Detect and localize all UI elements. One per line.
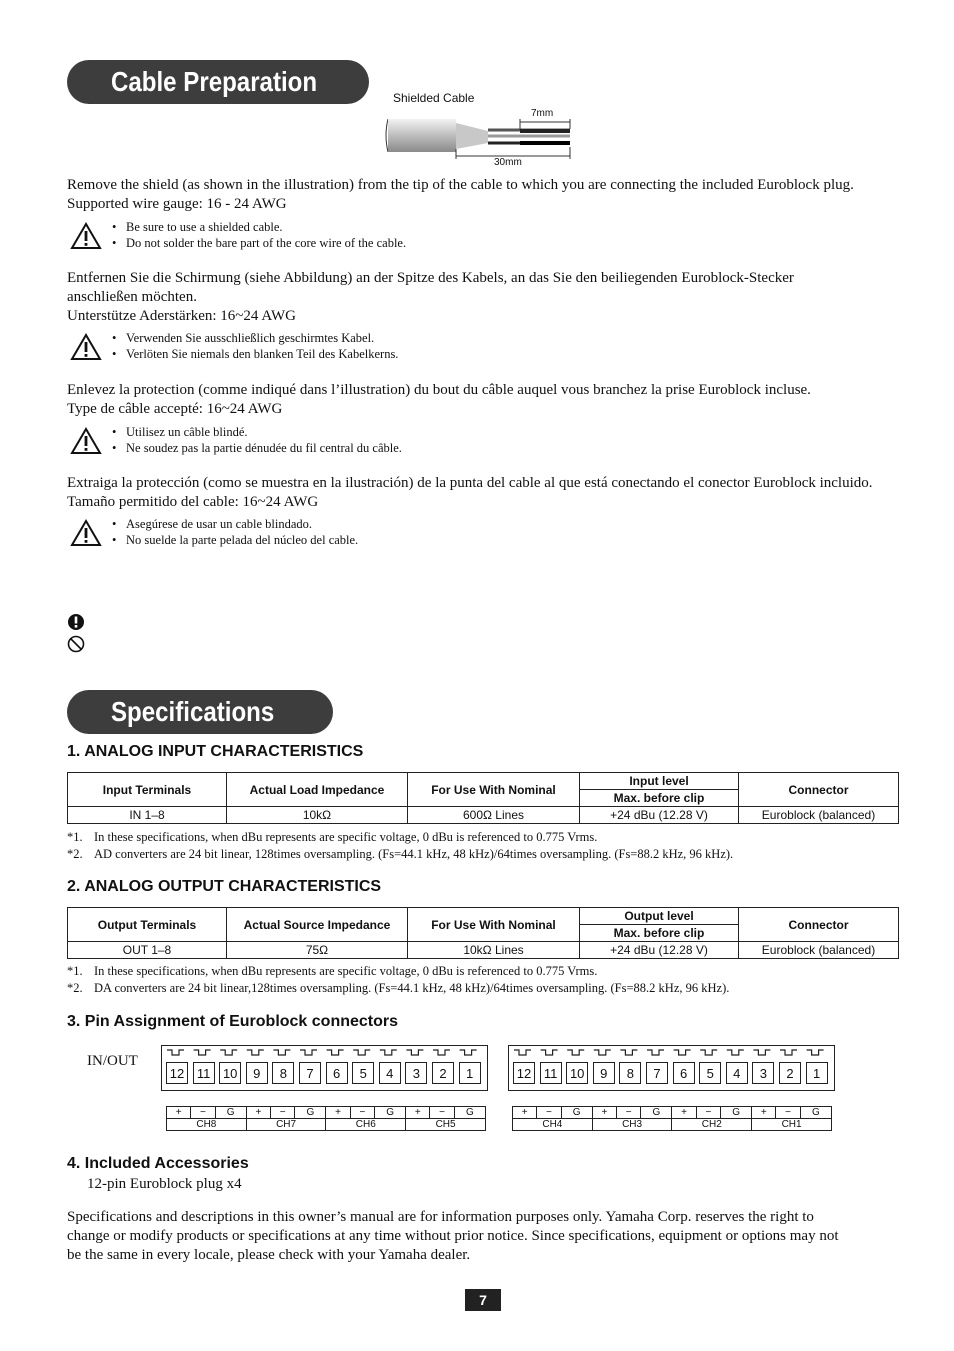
disclaimer-line-2: change or modify products or specifications at any time without prior notice. Since specifications, equipment or options may not xyxy=(67,1228,839,1244)
polarity-cell: G xyxy=(561,1107,592,1119)
screw-slot xyxy=(647,1050,664,1055)
mandatory-icon xyxy=(67,613,85,631)
screw-slot xyxy=(194,1050,211,1055)
input-notes xyxy=(67,829,733,863)
fr-bullets xyxy=(112,424,402,456)
cell-nominal: 10kΩ Lines xyxy=(408,942,580,959)
pin-number: 7 xyxy=(646,1062,668,1084)
disclaimer-line-3: be the same in every locale, please check with your Yamaha dealer. xyxy=(67,1247,471,1263)
analog-output-table xyxy=(67,907,899,959)
screw-slot xyxy=(727,1050,744,1055)
pin-number: 9 xyxy=(246,1062,268,1084)
pin-number: 2 xyxy=(779,1062,801,1084)
polarity-cell: − xyxy=(776,1107,800,1119)
col-source-impedance: Actual Source Impedance xyxy=(227,908,408,942)
pin-number: 10 xyxy=(566,1062,588,1084)
en-bullet-1: • Be sure to use a shielded cable. xyxy=(112,219,406,235)
pin-number: 9 xyxy=(593,1062,615,1084)
cell-level: +24 dBu (12.28 V) xyxy=(580,807,739,824)
col-output-terminals: Output Terminals xyxy=(68,908,227,942)
screw-slot xyxy=(514,1050,531,1055)
note-marker: *2. xyxy=(67,847,83,861)
col-connector: Connector xyxy=(739,773,899,807)
warning-icon xyxy=(70,333,102,361)
fr-text: Enlevez la protection (comme indiqué dans l’illustration) du bout du câble auquel vous branchez la prise Euroblock incluse. xyxy=(67,382,811,398)
screw-slot xyxy=(380,1050,397,1055)
es-text: Extraiga la protección (como se muestra en la ilustración) de la punta del cable al que está conectando el conector Euroblock incluido. xyxy=(67,475,873,491)
polarity-cell: − xyxy=(430,1107,454,1119)
screw-slot xyxy=(247,1050,264,1055)
polarity-cell: G xyxy=(454,1107,485,1119)
pin-number: 11 xyxy=(540,1062,562,1084)
en-bullets xyxy=(112,219,406,251)
accessories-heading: 4. Included Accessories xyxy=(67,1155,249,1172)
polarity-cell: G xyxy=(721,1107,752,1119)
polarity-cell: − xyxy=(191,1107,215,1119)
col-nominal: For Use With Nominal xyxy=(408,773,580,807)
channel-label: CH7 xyxy=(246,1119,326,1131)
pin-number: 6 xyxy=(673,1062,695,1084)
screw-slot xyxy=(167,1050,184,1055)
polarity-cell: G xyxy=(641,1107,672,1119)
screw-slot xyxy=(273,1050,290,1055)
pin-number: 10 xyxy=(219,1062,241,1084)
es-bullet-1: • Asegúrese de usar un cable blindado. xyxy=(112,516,358,532)
output-heading: 2. ANALOG OUTPUT CHARACTERISTICS xyxy=(67,878,382,895)
col-output-level: Output level xyxy=(580,908,739,925)
fr-instructions xyxy=(67,381,907,419)
es-bullet-2: • No suelde la parte pelada del núcleo del cable. xyxy=(112,532,358,548)
polarity-cell: G xyxy=(800,1107,831,1119)
en-text: Remove the shield (as shown in the illustration) from the tip of the cable to which you are connecting the included Euroblock plug. xyxy=(67,177,854,193)
pin-number: 2 xyxy=(432,1062,454,1084)
pin-number: 12 xyxy=(513,1062,535,1084)
en-bullet-2: • Do not solder the bare part of the core wire of the cable. xyxy=(112,235,406,251)
screw-slot xyxy=(327,1050,344,1055)
pin-number: 1 xyxy=(459,1062,481,1084)
page-number: 7 xyxy=(465,1289,501,1311)
pin-number: 3 xyxy=(405,1062,427,1084)
screw-slot xyxy=(620,1050,637,1055)
table-row xyxy=(68,807,899,824)
polarity-table-left xyxy=(166,1106,486,1131)
polarity-cell: + xyxy=(326,1107,350,1119)
pin-number: 4 xyxy=(379,1062,401,1084)
en-instructions xyxy=(67,176,907,214)
warning-icon xyxy=(70,222,102,250)
specifications-title: Specifications xyxy=(67,690,333,734)
terminal-screws xyxy=(509,1047,834,1061)
terminal-screws xyxy=(162,1047,487,1061)
screw-slot xyxy=(700,1050,717,1055)
pin-number: 3 xyxy=(752,1062,774,1084)
screw-slot xyxy=(460,1050,477,1055)
es-bullets xyxy=(112,516,358,548)
de-text-2: anschließen möchten. xyxy=(67,289,197,305)
col-connector: Connector xyxy=(739,908,899,942)
polarity-cell: + xyxy=(592,1107,616,1119)
cell-impedance: 10kΩ xyxy=(227,807,408,824)
es-gauge: Tamaño permitido del cable: 16~24 AWG xyxy=(67,494,319,510)
screw-slot xyxy=(220,1050,237,1055)
note-marker: *2. xyxy=(67,981,83,995)
fr-gauge: Type de câble accepté: 16~24 AWG xyxy=(67,401,283,417)
warning-icon xyxy=(70,519,102,547)
pin-number: 11 xyxy=(193,1062,215,1084)
cell-level: +24 dBu (12.28 V) xyxy=(580,942,739,959)
cell-connector: Euroblock (balanced) xyxy=(739,942,899,959)
dim-30mm: 30mm xyxy=(494,157,522,168)
pin-number: 6 xyxy=(326,1062,348,1084)
channel-label: CH6 xyxy=(326,1119,406,1131)
note-text: DA converters are 24 bit linear,128times oversampling. (Fs=44.1 kHz, 48 kHz)/64times oversampling. (Fs=88.2 kHz, 96 kHz). xyxy=(94,981,730,995)
col-max-before-clip: Max. before clip xyxy=(580,790,739,807)
de-bullet-1: • Verwenden Sie ausschließlich geschirmtes Kabel. xyxy=(112,330,398,346)
prohibited-icon xyxy=(67,635,85,653)
polarity-cell: + xyxy=(246,1107,270,1119)
col-input-terminals: Input Terminals xyxy=(68,773,227,807)
col-nominal: For Use With Nominal xyxy=(408,908,580,942)
table-row xyxy=(68,942,899,959)
polarity-table-right xyxy=(512,1106,832,1131)
polarity-cell: + xyxy=(513,1107,537,1119)
diagram-label: Shielded Cable xyxy=(393,91,475,105)
disclaimer xyxy=(67,1208,907,1265)
note-text: In these specifications, when dBu represents are specific voltage, 0 dBu is referenced to 0.775 Vrms. xyxy=(94,964,598,978)
pin-heading: 3. Pin Assignment of Euroblock connectors xyxy=(67,1013,399,1030)
screw-slot xyxy=(780,1050,797,1055)
polarity-cell: − xyxy=(537,1107,561,1119)
screw-slot xyxy=(567,1050,584,1055)
en-gauge: Supported wire gauge: 16 - 24 AWG xyxy=(67,196,287,212)
cell-connector: Euroblock (balanced) xyxy=(739,807,899,824)
screw-slot xyxy=(433,1050,450,1055)
cell-nominal: 600Ω Lines xyxy=(408,807,580,824)
channel-label: CH8 xyxy=(167,1119,247,1131)
channel-label: CH1 xyxy=(752,1119,832,1131)
analog-input-table xyxy=(67,772,899,824)
output-notes xyxy=(67,963,729,997)
col-max-before-clip: Max. before clip xyxy=(580,925,739,942)
fr-bullet-2: • Ne soudez pas la partie dénudée du fil central du câble. xyxy=(112,440,402,456)
screw-slot xyxy=(753,1050,770,1055)
fr-bullet-1: • Utilisez un câble blindé. xyxy=(112,424,402,440)
screw-slot xyxy=(300,1050,317,1055)
pin-number: 5 xyxy=(699,1062,721,1084)
polarity-cell: − xyxy=(350,1107,374,1119)
polarity-cell: − xyxy=(617,1107,641,1119)
note-marker: *1. xyxy=(67,830,83,844)
pin-number: 8 xyxy=(619,1062,641,1084)
cell-impedance: 75Ω xyxy=(227,942,408,959)
polarity-cell: + xyxy=(672,1107,696,1119)
channel-label: CH3 xyxy=(592,1119,672,1131)
pin-number: 8 xyxy=(272,1062,294,1084)
euroblock-connector-left xyxy=(161,1045,488,1091)
polarity-cell: + xyxy=(752,1107,776,1119)
channel-label: CH5 xyxy=(406,1119,486,1131)
pin-number: 5 xyxy=(352,1062,374,1084)
polarity-cell: − xyxy=(271,1107,295,1119)
screw-slot xyxy=(353,1050,370,1055)
disclaimer-line-1: Specifications and descriptions in this owner’s manual are for information purposes only. Yamaha Corp. reserves the right to xyxy=(67,1209,814,1225)
screw-slot xyxy=(674,1050,691,1055)
de-instructions xyxy=(67,269,907,326)
accessory-item: 12-pin Euroblock plug x4 xyxy=(87,1176,242,1192)
polarity-cell: + xyxy=(406,1107,430,1119)
channel-label: CH4 xyxy=(513,1119,593,1131)
polarity-cell: − xyxy=(696,1107,720,1119)
euroblock-connector-right xyxy=(508,1045,835,1091)
es-instructions xyxy=(67,474,907,512)
de-bullets xyxy=(112,330,398,362)
pin-number: 12 xyxy=(166,1062,188,1084)
de-text-1: Entfernen Sie die Schirmung (siehe Abbildung) an der Spitze des Kabels, an das Sie den beiliegenden Euroblock-Stecker xyxy=(67,270,794,286)
channel-label: CH2 xyxy=(672,1119,752,1131)
polarity-cell: + xyxy=(167,1107,191,1119)
col-input-level: Input level xyxy=(580,773,739,790)
note-text: AD converters are 24 bit linear, 128times oversampling. (Fs=44.1 kHz, 48 kHz)/64times oversampling. (Fs=88.2 kHz, 96 kHz). xyxy=(94,847,734,861)
polarity-cell: G xyxy=(215,1107,246,1119)
note-marker: *1. xyxy=(67,964,83,978)
pin-number: 7 xyxy=(299,1062,321,1084)
de-gauge: Unterstütze Aderstärken: 16~24 AWG xyxy=(67,308,296,324)
screw-slot xyxy=(594,1050,611,1055)
de-bullet-2: • Verlöten Sie niemals den blanken Teil des Kabelkerns. xyxy=(112,346,398,362)
cell-terminals: IN 1–8 xyxy=(68,807,227,824)
col-load-impedance: Actual Load Impedance xyxy=(227,773,408,807)
pin-number: 1 xyxy=(806,1062,828,1084)
input-heading: 1. ANALOG INPUT CHARACTERISTICS xyxy=(67,743,364,760)
warning-icon xyxy=(70,427,102,455)
dim-7mm: 7mm xyxy=(531,108,554,119)
pin-number: 4 xyxy=(726,1062,748,1084)
in-out-label: IN/OUT xyxy=(87,1053,138,1069)
polarity-cell: G xyxy=(295,1107,326,1119)
polarity-cell: G xyxy=(375,1107,406,1119)
cell-terminals: OUT 1–8 xyxy=(68,942,227,959)
screw-slot xyxy=(807,1050,824,1055)
cable-preparation-title: Cable Preparation xyxy=(67,60,369,104)
screw-slot xyxy=(541,1050,558,1055)
screw-slot xyxy=(406,1050,423,1055)
note-text: In these specifications, when dBu represents are specific voltage, 0 dBu is referenced to 0.775 Vrms. xyxy=(94,830,598,844)
